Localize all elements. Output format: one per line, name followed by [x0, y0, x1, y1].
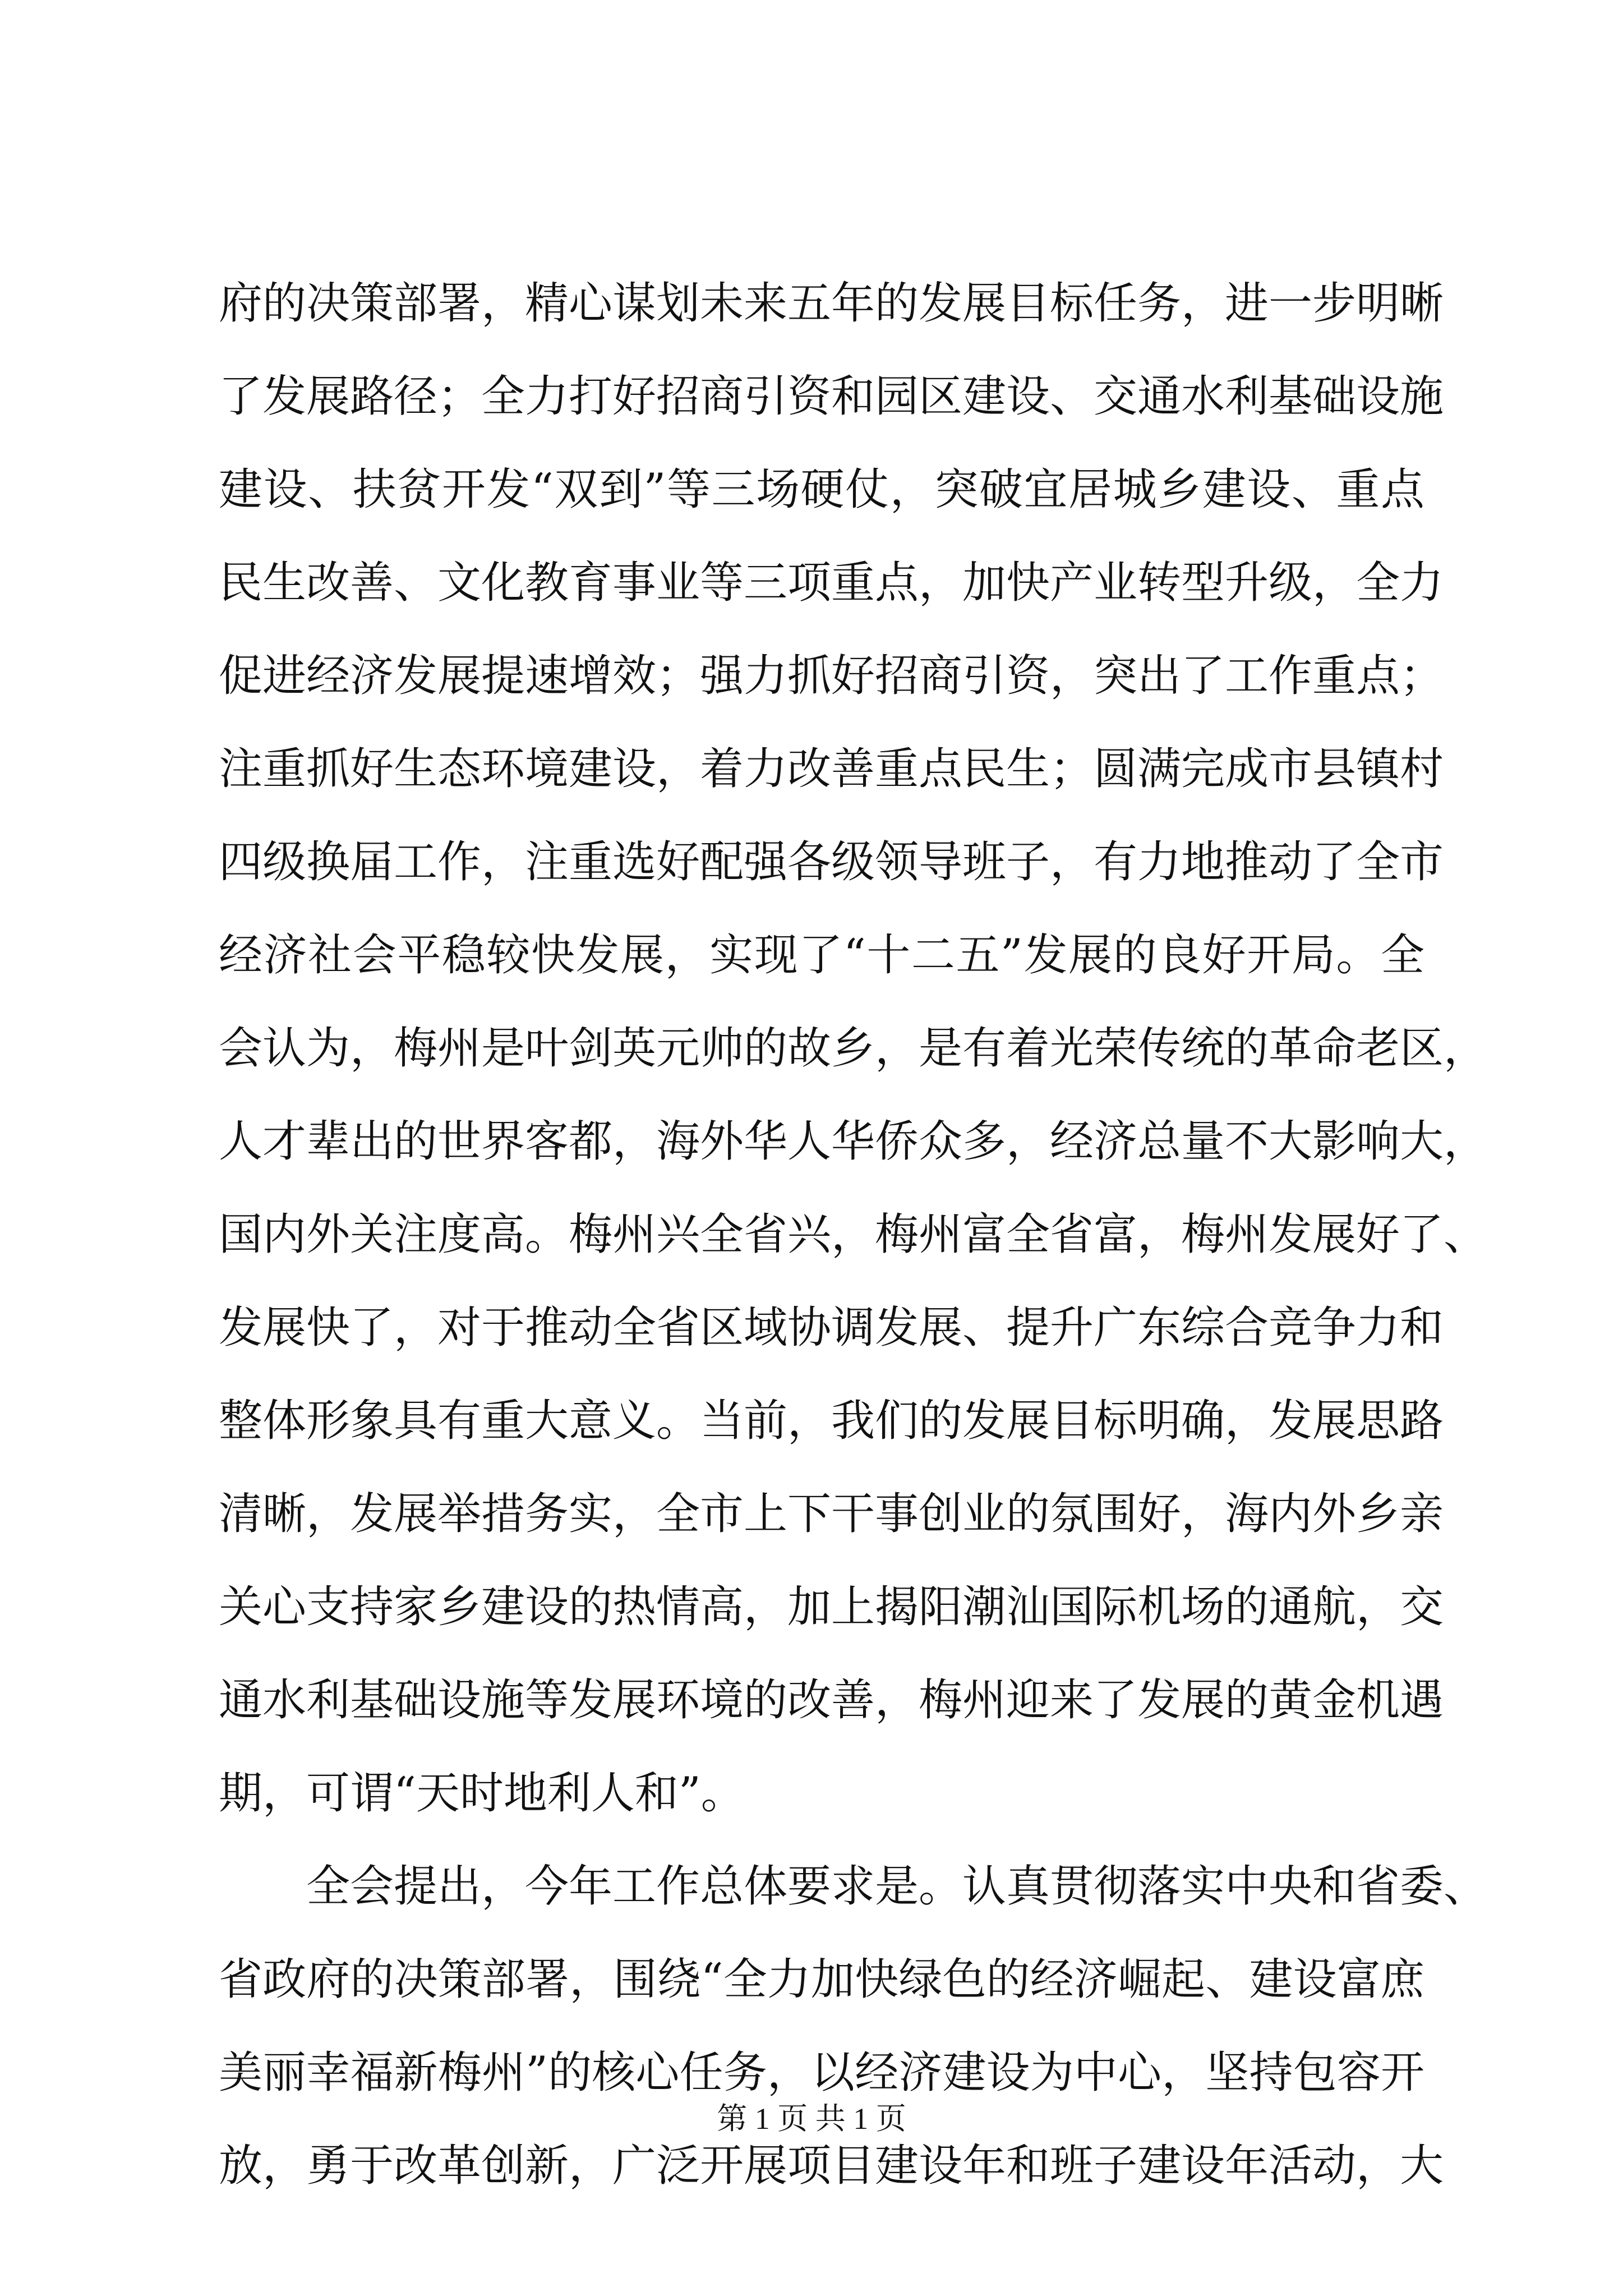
- text-line: 注重抓好生态环境建设，着力改善重点民生；圆满完成市县镇村: [219, 744, 1444, 794]
- text-line: 清晰，发展举措务实，全市上下干事创业的氛围好，海内外乡亲: [219, 1489, 1444, 1539]
- text-line: 整体形象具有重大意义。当前，我们的发展目标明确，发展思路: [219, 1396, 1444, 1446]
- text-line: 关心支持家乡建设的热情高，加上揭阳潮汕国际机场的通航，交: [219, 1582, 1444, 1632]
- text-line-paragraph-end: 期，可谓“天时地利人和”。: [219, 1768, 745, 1819]
- text-line: 通水利基础设施等发展环境的改善，梅州迎来了发展的黄金机遇: [219, 1675, 1444, 1726]
- text-line: 民生改善、文化教育事业等三项重点，加快产业转型升级，全力: [219, 558, 1444, 608]
- text-line: 省政府的决策部署，围绕“全力加快绿色的经济崛起、建设富庶: [219, 1954, 1424, 2005]
- text-line: 促进经济发展提速增效；强力抓好招商引资，突出了工作重点；: [219, 651, 1444, 701]
- text-line: 放，勇于改革创新，广泛开展项目建设年和班子建设年活动，大: [219, 2141, 1444, 2191]
- text-line: 经济社会平稳较快发展，实现了“十二五”发展的良好开局。全: [219, 930, 1424, 981]
- text-line: 人才辈出的世界客都，海外华人华侨众多，经济总量不大影响大，: [219, 1116, 1488, 1167]
- text-line-paragraph-start: 全会提出，今年工作总体要求是。认真贯彻落实中央和省委、: [306, 1861, 1488, 1912]
- text-line: 四级换届工作，注重选好配强各级领导班子，有力地推动了全市: [219, 837, 1444, 887]
- text-line: 会认为，梅州是叶剑英元帅的故乡，是有着光荣传统的革命老区，: [219, 1023, 1488, 1074]
- body-text: [219, 257, 1488, 2212]
- text-line: 美丽幸福新梅州”的核心任务，以经济建设为中心，坚持包容开: [219, 2047, 1424, 2098]
- text-line: 了发展路径；全力打好招商引资和园区建设、交通水利基础设施: [219, 371, 1444, 422]
- text-line: 府的决策部署，精心谋划未来五年的发展目标任务，进一步明晰: [219, 278, 1444, 329]
- text-line: 发展快了，对于推动全省区域协调发展、提升广东综合竞争力和: [219, 1303, 1444, 1353]
- page-number-footer: 第 1 页 共 1 页: [717, 2102, 906, 2136]
- text-line: 国内外关注度高。梅州兴全省兴，梅州富全省富，梅州发展好了、: [219, 1209, 1488, 1260]
- text-line: 建设、扶贫开发“双到”等三场硬仗，突破宜居城乡建设、重点: [219, 464, 1424, 515]
